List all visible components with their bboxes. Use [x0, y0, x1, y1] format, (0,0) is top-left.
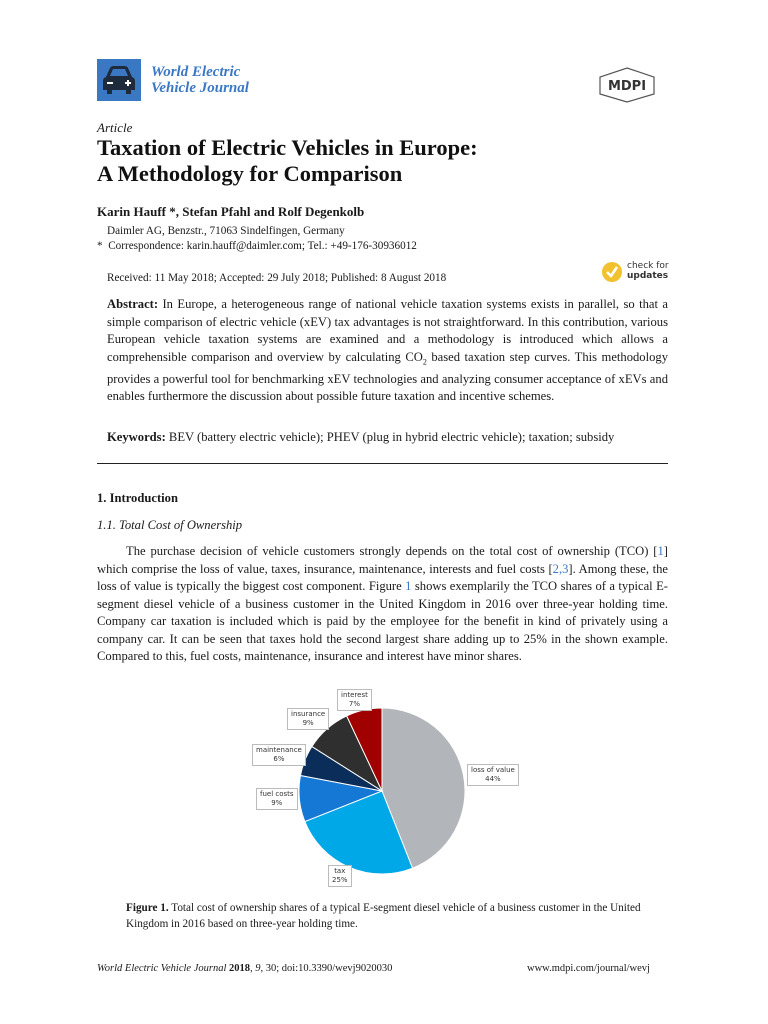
- label-value: 7%: [348, 700, 360, 708]
- text: shows exemplarily the TCO shares of a typical E-segment diesel vehicle of a business customer in the United Kingdom in 2016 over three-year holding time. Company car taxation is included which is paid by the employee for the benefit in kind of privately using a company car. It can be seen that taxes hold the second largest share adding up to 25% in the shown example. Compared to this, fuel costs, maintenance, insurance and interest have minor shares.: [97, 579, 668, 663]
- label-name: loss of value: [471, 766, 515, 774]
- label-fuel-costs: [256, 788, 298, 810]
- label-name: tax: [334, 867, 346, 875]
- keywords-label: Keywords:: [107, 430, 166, 444]
- abstract-text-1: In Europe, a heterogeneous range of national vehicle taxation systems exists in parallel, so that a simple comparison of electric vehicle (xEV) tax advantages is not straightforward. In this contribution, various European vehicle taxation systems are examined and a methodology is introduced which allows a comprehensible comparison and overview by calculating CO: [107, 297, 668, 364]
- check-updates-line1: check for: [627, 261, 669, 271]
- abstract-text-2: based taxation step curves. This methodology provides a powerful tool for benchmarking xEV technologies and analyzing consumer acceptance of xEVs and enables furthermore the discussion about possible future taxation and incentive schemes.: [107, 349, 668, 404]
- label-value: 44%: [485, 775, 501, 783]
- label-name: maintenance: [256, 746, 302, 754]
- text: The purchase decision of vehicle customers strongly depends on the total cost of ownership (TCO) [: [126, 544, 658, 558]
- mdpi-logo: [597, 67, 657, 103]
- citation-link[interactable]: 2,3: [552, 561, 569, 576]
- journal-name-line1: World Electric: [151, 64, 241, 80]
- footer-year: 2018: [226, 963, 250, 974]
- pie-chart: [240, 680, 530, 890]
- article-type: Article: [97, 120, 133, 135]
- figure-link[interactable]: 1: [405, 579, 412, 593]
- footer-citation: [97, 963, 392, 974]
- divider: [97, 463, 668, 464]
- journal-name: [151, 64, 249, 96]
- section-title: 1. Introduction: [97, 491, 178, 505]
- label-value: 25%: [332, 876, 348, 884]
- correspondence-text: Correspondence: karin.hauff@daimler.com; Tel.: +49-176-30936012: [108, 240, 417, 252]
- article-title: [97, 135, 478, 187]
- footer-url[interactable]: www.mdpi.com/journal/wevj: [527, 963, 650, 974]
- label-name: interest: [341, 691, 368, 699]
- label-insurance: [287, 708, 329, 730]
- abstract-subscript: 2: [422, 357, 427, 367]
- car-icon: [97, 59, 141, 101]
- label-maintenance: [252, 744, 306, 766]
- check-for-updates-badge[interactable]: [601, 259, 681, 285]
- label-interest: [337, 689, 372, 711]
- footer-volume: , 9: [250, 963, 261, 974]
- title-line2: A Methodology for Comparison: [97, 161, 403, 186]
- abstract-label: Abstract:: [107, 297, 159, 311]
- text: ] which comprise the loss of value, taxes, insurance, maintenance, interests and fuel costs [: [97, 544, 668, 576]
- figure-caption: [126, 900, 646, 932]
- text: ]. Among these, the loss of value is typically the biggest cost component. Figure: [97, 561, 668, 593]
- label-value: 6%: [273, 755, 285, 763]
- label-name: fuel costs: [260, 790, 294, 798]
- affiliation-block: [97, 224, 417, 254]
- label-value: 9%: [302, 719, 314, 727]
- citation-link[interactable]: 1: [657, 544, 664, 558]
- intro-paragraph: [97, 543, 668, 666]
- caption-label: Figure 1.: [126, 902, 169, 914]
- label-tax: [328, 865, 352, 887]
- label-name: insurance: [291, 710, 326, 718]
- check-icon: [601, 261, 623, 283]
- mdpi-logo-text: MDPI: [607, 79, 647, 94]
- journal-name-line2: Vehicle Journal: [151, 80, 249, 96]
- footer-journal: World Electric Vehicle Journal: [97, 963, 227, 974]
- caption-text: Total cost of ownership shares of a typical E-segment diesel vehicle of a business customer in the United Kingdom in 2016 based on three-year holding time.: [126, 902, 641, 930]
- affiliation: Daimler AG, Benzstr., 71063 Sindelfingen, Germany: [107, 225, 345, 237]
- title-line1: Taxation of Electric Vehicles in Europe:: [97, 135, 478, 160]
- publication-dates: Received: 11 May 2018; Accepted: 29 July 2018; Published: 8 August 2018: [107, 272, 447, 284]
- keywords: [107, 429, 668, 447]
- correspondence-marker: *: [97, 240, 103, 252]
- abstract: [107, 296, 668, 406]
- authors: Karin Hauff *, Stefan Pfahl and Rolf Degenkolb: [97, 204, 365, 219]
- correspondence: [97, 239, 417, 254]
- footer-doi: , 30; doi:10.3390/wevj9020030: [260, 963, 393, 974]
- check-updates-line2: updates: [627, 271, 669, 281]
- label-loss-of-value: [467, 764, 519, 786]
- label-value: 9%: [271, 799, 283, 807]
- subsection-title: 1.1. Total Cost of Ownership: [97, 518, 243, 532]
- keywords-text: BEV (battery electric vehicle); PHEV (plug in hybrid electric vehicle); taxation; subsidy: [165, 430, 615, 444]
- journal-logo: [97, 59, 141, 101]
